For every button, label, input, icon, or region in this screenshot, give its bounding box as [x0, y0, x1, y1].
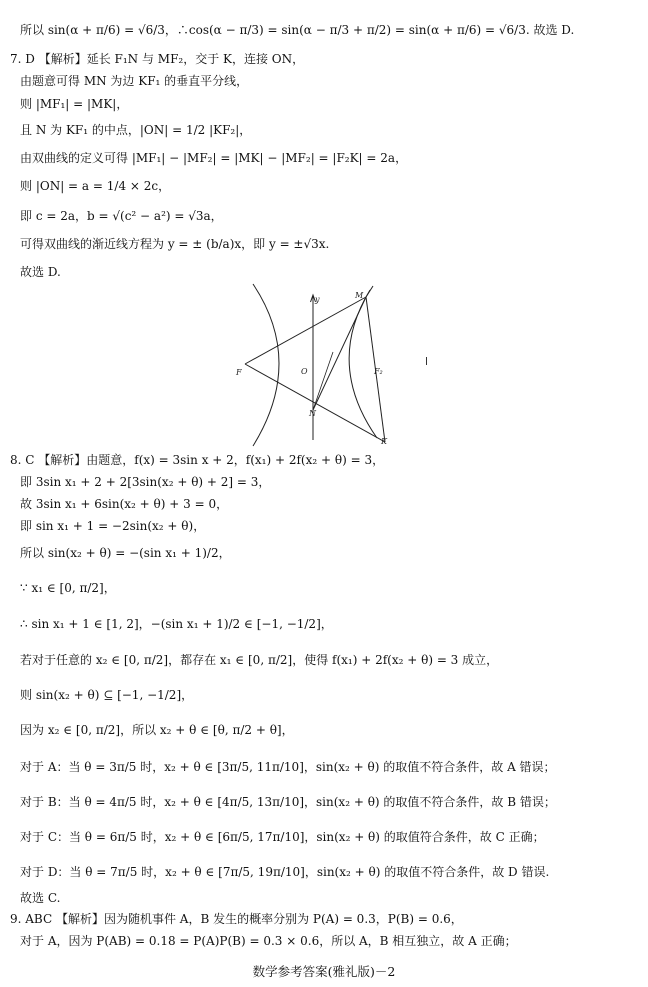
text-line-11: 8. C 【解析】由题意，f(x) = 3sin x + 2，f(x₁) + 2f(x₂ + θ) = 3，	[10, 453, 385, 467]
text-line-17: ∴ sin x₁ + 1 ∈ [1, 2]，−(sin x₁ + 1)/2 ∈ [−1, −1/2]，	[20, 617, 333, 631]
text-line-9: 可得双曲线的渐近线方程为 y = ± (b/a)x，即 y = ±√3x.	[20, 237, 330, 251]
text-line-21: 对于 A：当 θ = 3π/5 时，x₂ + θ ∈ [3π/5, 11π/10]，sin(x₂ + θ) 的取值不符合条件，故 A 错误；	[20, 760, 556, 774]
text-line-12: 即 3sin x₁ + 2 + 2[3sin(x₂ + θ) + 2] = 3，	[20, 475, 271, 489]
text-line-5: 且 N 为 KF₁ 的中点，|ON| = 1/2 |KF₂|，	[20, 123, 252, 137]
text-line-26: 9. ABC 【解析】因为随机事件 A，B 发生的概率分别为 P(A) = 0.3，P(B) = 0.6，	[10, 912, 463, 926]
hyperbola-right-branch	[349, 290, 377, 438]
line-N-curve	[313, 352, 333, 410]
text-line-15: 所以 sin(x₂ + θ) = −(sin x₁ + 1)/2，	[20, 546, 231, 560]
text-line-27: 对于 A，因为 P(AB) = 0.18 = P(A)P(B) = 0.3 × 0.6，所以 A，B 相互独立，故 A 正确；	[20, 934, 517, 948]
label-N: N	[309, 409, 316, 418]
hyperbola-figure	[225, 282, 440, 448]
text-line-24: 对于 D：当 θ = 7π/5 时，x₂ + θ ∈ [7π/5, 19π/10]，sin(x₂ + θ) 的取值不符合条件，故 D 错误.	[20, 865, 550, 879]
text-line-6: 由双曲线的定义可得 |MF₁| − |MF₂| = |MK| − |MF₂| = |F₂K| = 2a，	[20, 151, 408, 165]
cursor-mark	[426, 357, 432, 365]
hyperbola-left-branch	[253, 284, 279, 446]
text-line-20: 因为 x₂ ∈ [0, π/2]，所以 x₂ + θ ∈ [θ, π/2 + θ]，	[20, 723, 294, 737]
text-line-18: 若对于任意的 x₂ ∈ [0, π/2]，都存在 x₁ ∈ [0, π/2]，使得 f(x₁) + 2f(x₂ + θ) = 3 成立，	[20, 653, 499, 667]
text-line-14: 即 sin x₁ + 1 = −2sin(x₂ + θ)，	[20, 519, 206, 533]
text-line-1: 所以 sin(α + π/6) = √6/3，∴cos(α − π/3) = sin(α − π/3 + π/2) = sin(α + π/6) = √6/3. 故选 D.	[20, 23, 575, 37]
text-line-19: 则 sin(x₂ + θ) ⊆ [−1, −1/2]，	[20, 688, 194, 702]
text-line-3: 由题意可得 MN 为边 KF₁ 的垂直平分线，	[20, 74, 249, 88]
text-line-7: 则 |ON| = a = 1/4 × 2c，	[20, 179, 171, 193]
label-K: K	[381, 437, 387, 446]
label-O: O	[301, 367, 308, 376]
text-line-10: 故选 D.	[20, 265, 61, 279]
text-line-22: 对于 B：当 θ = 4π/5 时，x₂ + θ ∈ [4π/5, 13π/10]，sin(x₂ + θ) 的取值不符合条件，故 B 错误；	[20, 795, 556, 809]
text-line-13: 故 3sin x₁ + 6sin(x₂ + θ) + 3 = 0，	[20, 497, 229, 511]
page-footer: 数学参考答案(雅礼版)－2	[252, 964, 396, 979]
line-M-tail	[366, 286, 373, 297]
label-M: M	[355, 291, 364, 300]
text-line-25: 故选 C.	[20, 891, 61, 905]
label-y: y	[315, 295, 320, 304]
label-F1: F	[236, 368, 242, 377]
line-M-N	[313, 297, 366, 410]
text-line-2: 7. D 【解析】延长 F₁N 与 MF₂，交于 K，连接 ON，	[10, 52, 305, 66]
text-line-8: 即 c = 2a，b = √(c² − a²) = √3a，	[20, 209, 223, 223]
text-line-16: ∵ x₁ ∈ [0, π/2]，	[20, 581, 116, 595]
line-F1-M	[245, 297, 366, 364]
text-line-23: 对于 C：当 θ = 6π/5 时，x₂ + θ ∈ [6π/5, 17π/10]，sin(x₂ + θ) 的取值符合条件，故 C 正确；	[20, 830, 545, 844]
text-line-4: 则 |MF₁| = |MK|，	[20, 97, 129, 111]
label-F2: F₂	[374, 367, 383, 376]
